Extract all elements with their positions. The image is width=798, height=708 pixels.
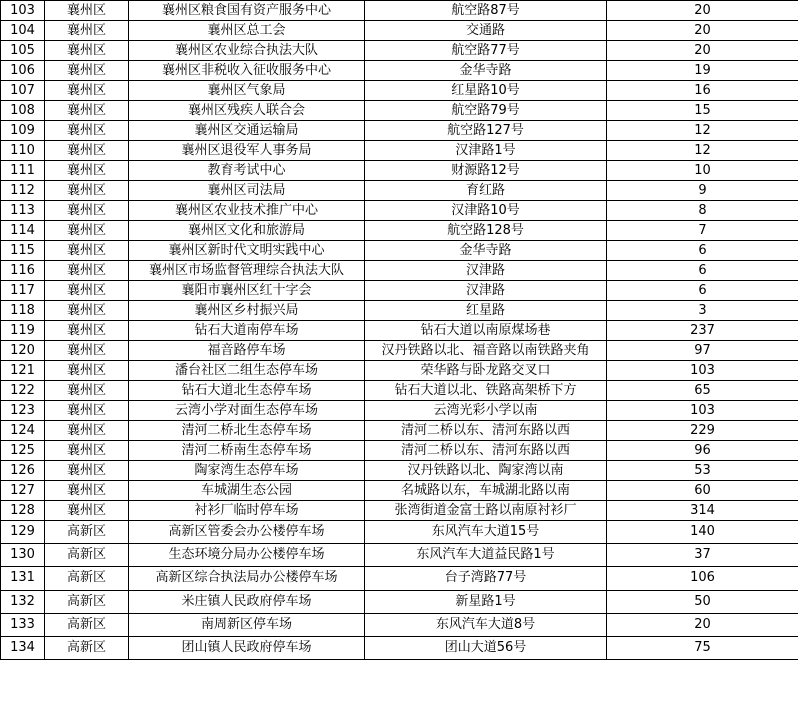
facility-name-cell: 衬衫厂临时停车场	[129, 501, 365, 521]
table-row	[1, 636, 798, 659]
district-cell: 襄州区	[45, 121, 129, 141]
facility-name-cell: 陶家湾生态停车场	[129, 461, 365, 481]
table-row	[1, 501, 798, 521]
table-row	[1, 81, 798, 101]
district-cell: 襄州区	[45, 221, 129, 241]
facility-name-cell: 襄州区司法局	[129, 181, 365, 201]
facility-name-cell: 生态环境分局办公楼停车场	[129, 544, 365, 567]
address-cell: 东风汽车大道15号	[365, 521, 607, 544]
row-number-cell: 122	[1, 381, 45, 401]
table-body	[1, 1, 798, 660]
space-count-cell: 19	[607, 61, 798, 81]
table-row	[1, 241, 798, 261]
address-cell: 财源路12号	[365, 161, 607, 181]
district-cell: 襄州区	[45, 461, 129, 481]
row-number-cell: 128	[1, 501, 45, 521]
table-row	[1, 441, 798, 461]
table-row	[1, 121, 798, 141]
table-row	[1, 361, 798, 381]
address-cell: 东风汽车大道益民路1号	[365, 544, 607, 567]
row-number-cell: 118	[1, 301, 45, 321]
table-row	[1, 461, 798, 481]
district-cell: 襄州区	[45, 501, 129, 521]
table-row	[1, 201, 798, 221]
table-row	[1, 261, 798, 281]
space-count-cell: 9	[607, 181, 798, 201]
table-row	[1, 301, 798, 321]
row-number-cell: 115	[1, 241, 45, 261]
address-cell: 育红路	[365, 181, 607, 201]
space-count-cell: 20	[607, 1, 798, 21]
address-cell: 名城路以东，车城湖北路以南	[365, 481, 607, 501]
row-number-cell: 112	[1, 181, 45, 201]
facility-name-cell: 襄州区残疾人联合会	[129, 101, 365, 121]
row-number-cell: 108	[1, 101, 45, 121]
table-row	[1, 41, 798, 61]
table-row	[1, 567, 798, 590]
space-count-cell: 237	[607, 321, 798, 341]
facility-name-cell: 襄州区气象局	[129, 81, 365, 101]
facility-name-cell: 钻石大道南停车场	[129, 321, 365, 341]
facility-name-cell: 潘台社区二组生态停车场	[129, 361, 365, 381]
table-row	[1, 181, 798, 201]
address-cell: 金华寺路	[365, 241, 607, 261]
row-number-cell: 113	[1, 201, 45, 221]
facility-name-cell: 襄州区农业技术推广中心	[129, 201, 365, 221]
table-row	[1, 421, 798, 441]
facility-name-cell: 襄州区粮食国有资产服务中心	[129, 1, 365, 21]
district-cell: 高新区	[45, 544, 129, 567]
address-cell: 汉丹铁路以北、陶家湾以南	[365, 461, 607, 481]
district-cell: 襄州区	[45, 81, 129, 101]
address-cell: 张湾街道金富士路以南原衬衫厂	[365, 501, 607, 521]
space-count-cell: 60	[607, 481, 798, 501]
row-number-cell: 106	[1, 61, 45, 81]
space-count-cell: 10	[607, 161, 798, 181]
table-row	[1, 221, 798, 241]
district-cell: 襄州区	[45, 181, 129, 201]
space-count-cell: 53	[607, 461, 798, 481]
row-number-cell: 125	[1, 441, 45, 461]
facility-name-cell: 高新区管委会办公楼停车场	[129, 521, 365, 544]
space-count-cell: 3	[607, 301, 798, 321]
row-number-cell: 114	[1, 221, 45, 241]
row-number-cell: 132	[1, 590, 45, 613]
address-cell: 汉津路	[365, 261, 607, 281]
space-count-cell: 97	[607, 341, 798, 361]
district-cell: 襄州区	[45, 161, 129, 181]
district-cell: 襄州区	[45, 381, 129, 401]
address-cell: 红星路10号	[365, 81, 607, 101]
space-count-cell: 20	[607, 613, 798, 636]
space-count-cell: 6	[607, 281, 798, 301]
district-cell: 襄州区	[45, 41, 129, 61]
table-row	[1, 321, 798, 341]
facility-name-cell: 教育考试中心	[129, 161, 365, 181]
address-cell: 清河二桥以东、清河东路以西	[365, 441, 607, 461]
row-number-cell: 127	[1, 481, 45, 501]
space-count-cell: 75	[607, 636, 798, 659]
district-cell: 襄州区	[45, 1, 129, 21]
table-row	[1, 101, 798, 121]
address-cell: 汉津路1号	[365, 141, 607, 161]
table-row	[1, 544, 798, 567]
space-count-cell: 6	[607, 241, 798, 261]
district-cell: 襄州区	[45, 481, 129, 501]
district-cell: 襄州区	[45, 61, 129, 81]
district-cell: 襄州区	[45, 341, 129, 361]
facility-name-cell: 清河二桥北生态停车场	[129, 421, 365, 441]
facility-name-cell: 钻石大道北生态停车场	[129, 381, 365, 401]
facility-name-cell: 襄州区非税收入征收服务中心	[129, 61, 365, 81]
district-cell: 高新区	[45, 567, 129, 590]
row-number-cell: 103	[1, 1, 45, 21]
row-number-cell: 104	[1, 21, 45, 41]
space-count-cell: 37	[607, 544, 798, 567]
district-cell: 襄州区	[45, 441, 129, 461]
row-number-cell: 130	[1, 544, 45, 567]
address-cell: 云湾光彩小学以南	[365, 401, 607, 421]
facility-name-cell: 襄州区退役军人事务局	[129, 141, 365, 161]
address-cell: 汉津路	[365, 281, 607, 301]
space-count-cell: 103	[607, 361, 798, 381]
district-cell: 襄州区	[45, 401, 129, 421]
facility-name-cell: 襄州区乡村振兴局	[129, 301, 365, 321]
district-cell: 襄州区	[45, 201, 129, 221]
space-count-cell: 103	[607, 401, 798, 421]
facility-name-cell: 襄州区市场监督管理综合执法大队	[129, 261, 365, 281]
space-count-cell: 20	[607, 21, 798, 41]
address-cell: 团山大道56号	[365, 636, 607, 659]
space-count-cell: 12	[607, 141, 798, 161]
address-cell: 航空路127号	[365, 121, 607, 141]
facility-name-cell: 南周新区停车场	[129, 613, 365, 636]
row-number-cell: 120	[1, 341, 45, 361]
table-row	[1, 161, 798, 181]
row-number-cell: 119	[1, 321, 45, 341]
facility-name-cell: 清河二桥南生态停车场	[129, 441, 365, 461]
table-row	[1, 401, 798, 421]
space-count-cell: 106	[607, 567, 798, 590]
address-cell: 汉津路10号	[365, 201, 607, 221]
address-cell: 钻石大道以南原煤场巷	[365, 321, 607, 341]
address-cell: 航空路87号	[365, 1, 607, 21]
table-row	[1, 613, 798, 636]
table-row	[1, 521, 798, 544]
table-row	[1, 590, 798, 613]
space-count-cell: 65	[607, 381, 798, 401]
row-number-cell: 105	[1, 41, 45, 61]
space-count-cell: 314	[607, 501, 798, 521]
district-cell: 襄州区	[45, 261, 129, 281]
facility-name-cell: 团山镇人民政府停车场	[129, 636, 365, 659]
table-row	[1, 281, 798, 301]
row-number-cell: 133	[1, 613, 45, 636]
district-cell: 高新区	[45, 590, 129, 613]
row-number-cell: 117	[1, 281, 45, 301]
space-count-cell: 50	[607, 590, 798, 613]
district-cell: 襄州区	[45, 241, 129, 261]
space-count-cell: 15	[607, 101, 798, 121]
district-cell: 襄州区	[45, 141, 129, 161]
address-cell: 红星路	[365, 301, 607, 321]
facility-name-cell: 高新区综合执法局办公楼停车场	[129, 567, 365, 590]
district-cell: 襄州区	[45, 21, 129, 41]
address-cell: 荣华路与卧龙路交叉口	[365, 361, 607, 381]
row-number-cell: 124	[1, 421, 45, 441]
district-cell: 襄州区	[45, 321, 129, 341]
address-cell: 钻石大道以北、铁路高架桥下方	[365, 381, 607, 401]
address-cell: 航空路77号	[365, 41, 607, 61]
facility-name-cell: 襄州区农业综合执法大队	[129, 41, 365, 61]
facility-name-cell: 襄州区文化和旅游局	[129, 221, 365, 241]
district-cell: 襄州区	[45, 101, 129, 121]
facility-name-cell: 车城湖生态公园	[129, 481, 365, 501]
district-cell: 襄州区	[45, 281, 129, 301]
space-count-cell: 16	[607, 81, 798, 101]
row-number-cell: 121	[1, 361, 45, 381]
facility-name-cell: 襄州区总工会	[129, 21, 365, 41]
space-count-cell: 96	[607, 441, 798, 461]
district-cell: 高新区	[45, 521, 129, 544]
row-number-cell: 126	[1, 461, 45, 481]
district-cell: 高新区	[45, 636, 129, 659]
address-cell: 新星路1号	[365, 590, 607, 613]
row-number-cell: 131	[1, 567, 45, 590]
address-cell: 汉丹铁路以北、福音路以南铁路夹角	[365, 341, 607, 361]
district-cell: 襄州区	[45, 421, 129, 441]
facility-name-cell: 云湾小学对面生态停车场	[129, 401, 365, 421]
table-row	[1, 381, 798, 401]
address-cell: 台子湾路77号	[365, 567, 607, 590]
space-count-cell: 229	[607, 421, 798, 441]
district-cell: 襄州区	[45, 361, 129, 381]
table-row	[1, 481, 798, 501]
facility-name-cell: 襄阳市襄州区红十字会	[129, 281, 365, 301]
space-count-cell: 20	[607, 41, 798, 61]
address-cell: 航空路128号	[365, 221, 607, 241]
row-number-cell: 107	[1, 81, 45, 101]
address-cell: 东风汽车大道8号	[365, 613, 607, 636]
space-count-cell: 8	[607, 201, 798, 221]
address-cell: 金华寺路	[365, 61, 607, 81]
row-number-cell: 109	[1, 121, 45, 141]
space-count-cell: 7	[607, 221, 798, 241]
address-cell: 航空路79号	[365, 101, 607, 121]
facility-name-cell: 米庄镇人民政府停车场	[129, 590, 365, 613]
table-row	[1, 141, 798, 161]
table-row	[1, 341, 798, 361]
table-row	[1, 1, 798, 21]
table-row	[1, 61, 798, 81]
row-number-cell: 111	[1, 161, 45, 181]
row-number-cell: 129	[1, 521, 45, 544]
row-number-cell: 110	[1, 141, 45, 161]
district-cell: 襄州区	[45, 301, 129, 321]
facility-name-cell: 襄州区新时代文明实践中心	[129, 241, 365, 261]
address-cell: 清河二桥以东、清河东路以西	[365, 421, 607, 441]
space-count-cell: 12	[607, 121, 798, 141]
table-row	[1, 21, 798, 41]
facility-name-cell: 福音路停车场	[129, 341, 365, 361]
row-number-cell: 134	[1, 636, 45, 659]
space-count-cell: 6	[607, 261, 798, 281]
space-count-cell: 140	[607, 521, 798, 544]
row-number-cell: 123	[1, 401, 45, 421]
facility-name-cell: 襄州区交通运输局	[129, 121, 365, 141]
district-cell: 高新区	[45, 613, 129, 636]
address-cell: 交通路	[365, 21, 607, 41]
row-number-cell: 116	[1, 261, 45, 281]
